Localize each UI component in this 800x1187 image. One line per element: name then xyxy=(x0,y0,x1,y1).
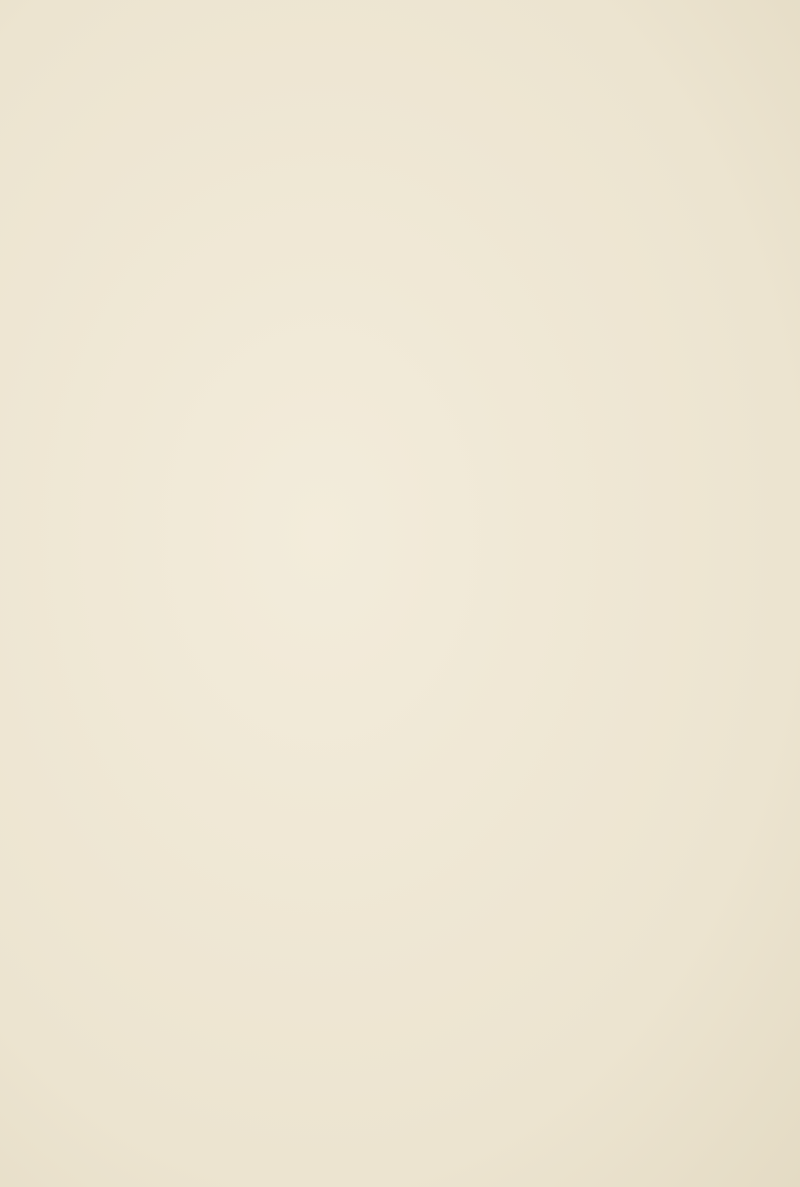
top-ornament-border xyxy=(46,36,776,66)
bottom-ornament-border xyxy=(46,1126,776,1156)
